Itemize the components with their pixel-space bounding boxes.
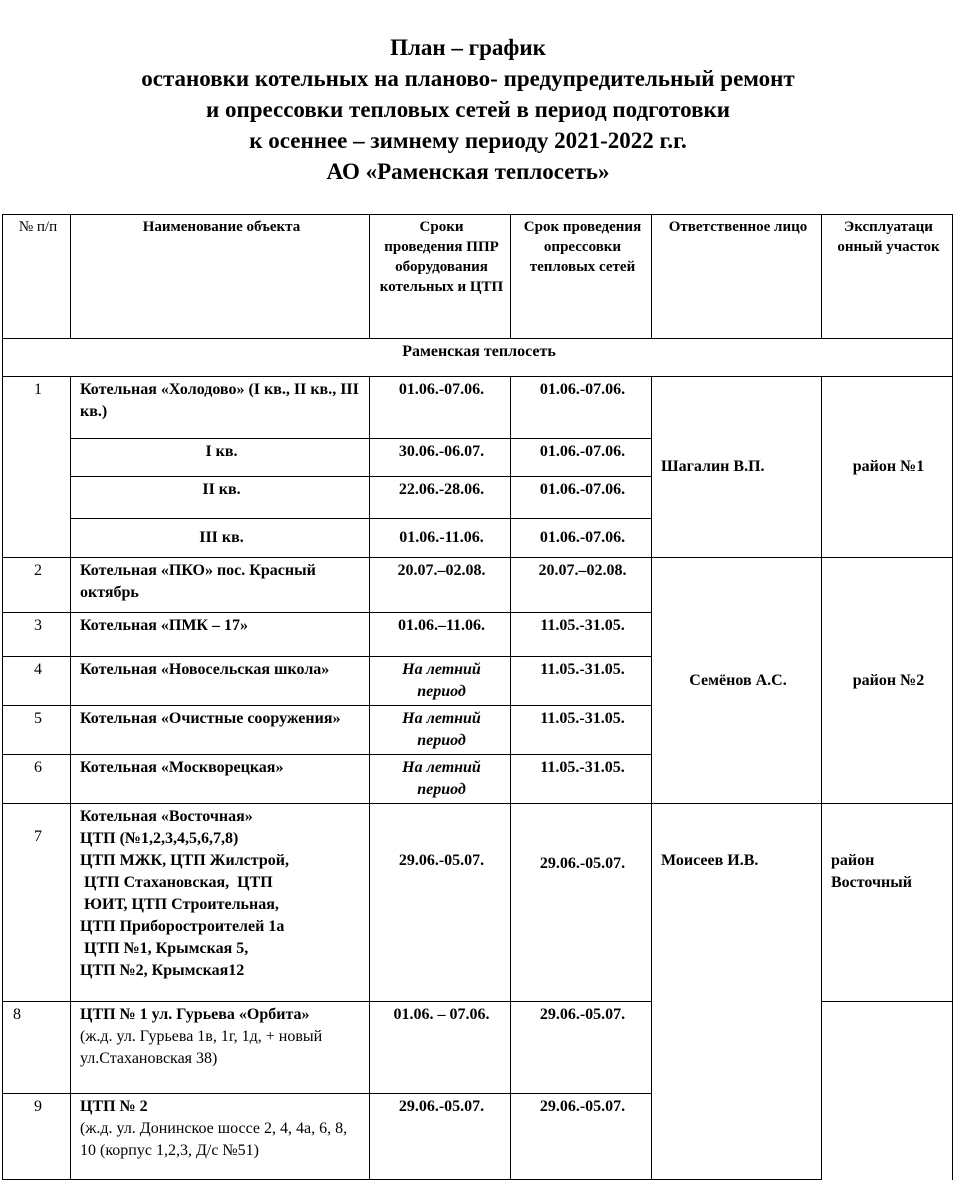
area-empty: [822, 1002, 953, 1180]
table-row: [3, 377, 953, 439]
header-row: [3, 215, 953, 339]
row-name-main: ЦТП № 2: [80, 1098, 148, 1115]
row-num: 5: [3, 706, 71, 755]
area-2: район №2: [822, 558, 953, 804]
row-ppr: 01.06.-11.06.: [370, 519, 511, 558]
row-ppr: 01.06.–11.06.: [370, 613, 511, 657]
header-area: Эксплуатаци онный участок: [822, 215, 953, 339]
row-num: 8: [3, 1002, 71, 1094]
title-line-4: к осеннее – зимнему периоду 2021-2022 г.г.: [249, 128, 687, 153]
row-ppr: На летний период: [370, 657, 511, 706]
resp-moiseev: Моисеев И.В.: [652, 804, 822, 1180]
row-name-line: ЦТП №1, Крымская 5,: [80, 940, 249, 957]
row-ppr: На летний период: [370, 755, 511, 804]
row-name: II кв.: [71, 477, 370, 519]
row-num: 1: [3, 377, 71, 558]
area-1: район №1: [822, 377, 953, 558]
row-ppr: 20.07.–02.08.: [370, 558, 511, 613]
row-name: Котельная «Москворецкая»: [71, 755, 370, 804]
row-name: III кв.: [71, 519, 370, 558]
row-name: Котельная «Холодово» (I кв., II кв., III кв.): [71, 377, 370, 439]
row-ppr: 30.06.-06.07.: [370, 439, 511, 477]
row-name-note: (ж.д. ул. Гурьева 1в, 1г, 1д, + новый ул.Стахановская 38): [80, 1028, 323, 1067]
row-num: 4: [3, 657, 71, 706]
row-ppr: 01.06.-07.06.: [370, 377, 511, 439]
row-press: 29.06.-05.07.: [511, 1002, 652, 1094]
row-name-line: ЦТП Приборостроителей 1а: [80, 918, 285, 935]
row-name: Котельная «Новосельская школа»: [71, 657, 370, 706]
row-name: [71, 804, 370, 1002]
row-num: 9: [3, 1094, 71, 1180]
area-vostochny: район Восточный: [822, 804, 953, 1002]
row-name: Котельная «Очистные сооружения»: [71, 706, 370, 755]
row-name: Котельная «ПКО» пос. Красный октябрь: [71, 558, 370, 613]
resp-semenov: Семёнов А.С.: [652, 558, 822, 804]
title-line-1: План – график: [390, 35, 546, 60]
row-num: 7: [3, 804, 71, 1002]
row-num: 6: [3, 755, 71, 804]
resp-shagalin: Шагалин В.П.: [652, 377, 822, 558]
header-name: Наименование объекта: [71, 215, 370, 339]
row-name-main: ЦТП № 1 ул. Гурьева «Орбита»: [80, 1006, 310, 1023]
row-ppr: На летний период: [370, 706, 511, 755]
row-press: 11.05.-31.05.: [511, 613, 652, 657]
row-name-note: (ж.д. ул. Донинское шоссе 2, 4, 4а, 6, 8, 10 (корпус 1,2,3, Д/с №51): [80, 1120, 348, 1159]
title-line-5: АО «Раменская теплосеть»: [326, 159, 610, 184]
row-name-line: ЮИТ, ЦТП Строительная,: [80, 896, 279, 913]
row-name: Котельная «ПМК – 17»: [71, 613, 370, 657]
row-name: [71, 1094, 370, 1180]
header-num: № п/п: [3, 215, 71, 339]
header-ppr: Сроки проведения ППР оборудования котельных и ЦТП: [370, 215, 511, 339]
table-row: [3, 558, 953, 613]
row-press: 01.06.-07.06.: [511, 439, 652, 477]
row-press: 01.06.-07.06.: [511, 519, 652, 558]
title-line-2: остановки котельных на планово- предупредительный ремонт: [141, 66, 795, 91]
row-ppr: 01.06. – 07.06.: [370, 1002, 511, 1094]
row-press: 29.06.-05.07.: [511, 1094, 652, 1180]
table-row: [3, 804, 953, 1002]
row-press: 11.05.-31.05.: [511, 657, 652, 706]
row-ppr: 29.06.-05.07.: [370, 804, 511, 1002]
section-label: Раменская теплосеть: [3, 339, 953, 377]
row-name-line: ЦТП Стахановская, ЦТП: [80, 874, 273, 891]
document-title: [0, 32, 936, 187]
row-name-line: ЦТП МЖК, ЦТП Жилстрой,: [80, 852, 289, 869]
section-row: [3, 339, 953, 377]
row-num: 3: [3, 613, 71, 657]
schedule-table: [2, 214, 953, 1180]
row-press: 11.05.-31.05.: [511, 755, 652, 804]
row-num: 2: [3, 558, 71, 613]
row-press: 01.06.-07.06.: [511, 477, 652, 519]
header-press: Срок проведения опрессовки тепловых сетей: [511, 215, 652, 339]
title-line-3: и опрессовки тепловых сетей в период подготовки: [205, 97, 730, 122]
row-press: 29.06.-05.07.: [511, 804, 652, 1002]
row-press: 01.06.-07.06.: [511, 377, 652, 439]
row-press: 11.05.-31.05.: [511, 706, 652, 755]
row-name-line: ЦТП (№1,2,3,4,5,6,7,8): [80, 830, 239, 847]
row-press: 20.07.–02.08.: [511, 558, 652, 613]
header-resp: Ответственное лицо: [652, 215, 822, 339]
row-ppr: 29.06.-05.07.: [370, 1094, 511, 1180]
row-name: I кв.: [71, 439, 370, 477]
row-name-line: Котельная «Восточная»: [80, 808, 253, 825]
row-name: [71, 1002, 370, 1094]
row-ppr: 22.06.-28.06.: [370, 477, 511, 519]
row-name-line: ЦТП №2, Крымская12: [80, 962, 245, 979]
